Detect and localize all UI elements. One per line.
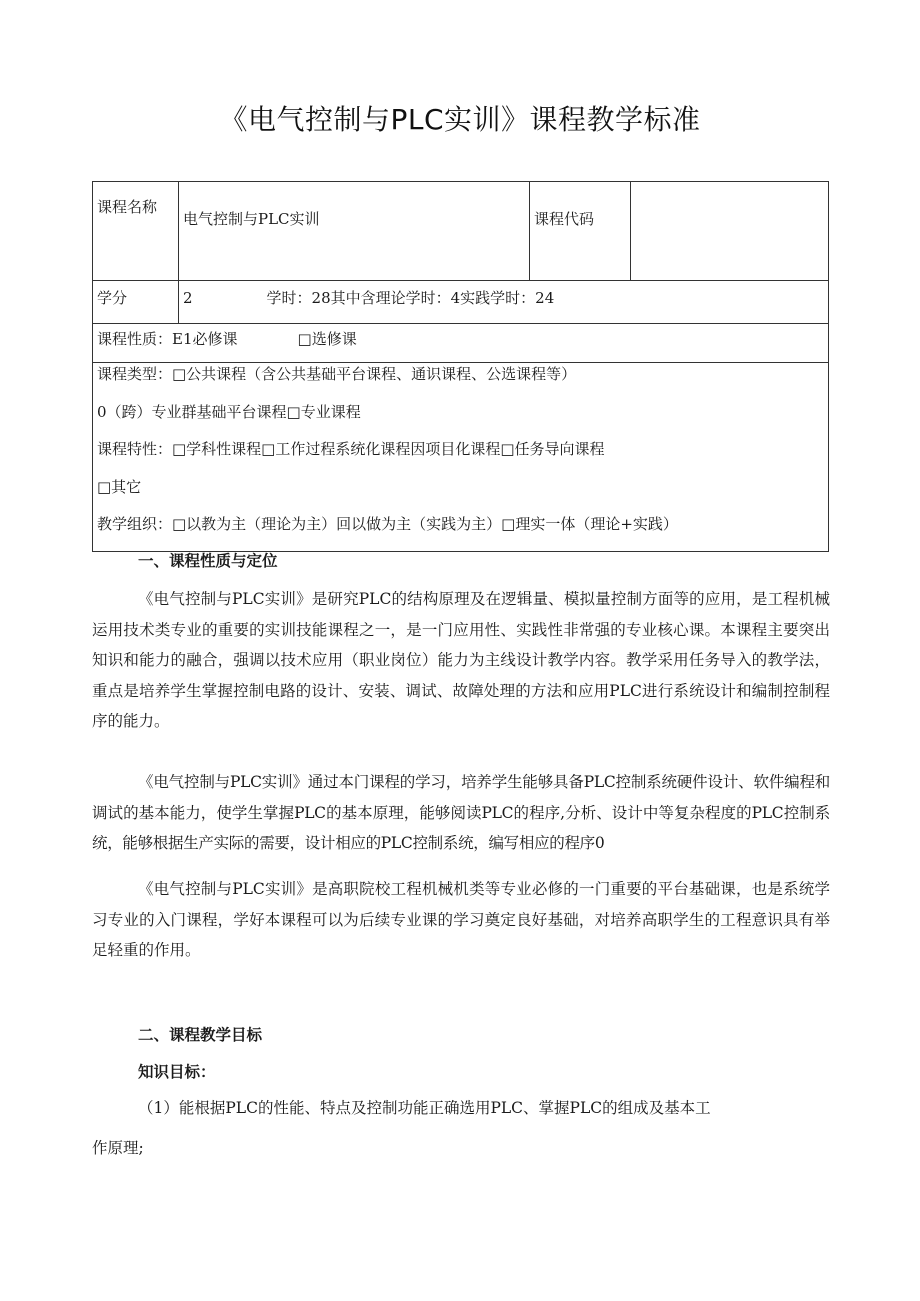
credit-row [93,281,829,324]
course-name-label: 课程名称 [93,182,179,281]
nature-label: 课程性质： [97,330,173,348]
credit-label: 学分 [93,281,179,324]
credit-hours-cell [179,281,829,324]
nature-elective: □选修课 [297,330,357,348]
credit-value: 2 [183,289,193,307]
knowledge-item-1-line-2: 作原理; [92,1139,144,1157]
course-nature-row [93,324,829,363]
document-title: 《电气控制与PLC实训》课程教学标准 [219,103,701,136]
course-type-line-1: 课程类型：□公共课程（含公共基础平台课程、通识课程、公选课程等） [97,365,577,383]
course-code-label: 课程代码 [530,182,631,281]
section1-paragraph-2: 《电气控制与PLC实训》通过本门课程的学习，培养学生能够具备PLC控制系统硬件设计、软件编程和调试的基本能力，使学生掌握PLC的基本原理，能够阅读PLC的程序,分析、设计中等复杂程度的PLC控制系统，能够根据生产实际的需要，设计相应的PLC控制系统，编写相应的程序0 [92,773,830,852]
course-name-row [93,182,829,281]
section1-paragraph-3: 《电气控制与PLC实训》是高职院校工程机械机类等专业必修的一门重要的平台基础课，也是系统学习专业的入门课程，学好本课程可以为后续专业课的学习奠定良好基础，对培养高职学生的工程意识具有举足轻重的作用。 [92,880,830,959]
course-info-table [92,181,829,552]
course-code-value [631,182,829,281]
course-type-row [93,363,829,552]
course-feature-line-2: □其它 [97,477,142,496]
knowledge-goals-heading: 知识目标： [138,1063,216,1081]
hours-text: 学时：28其中含理论学时：4实践学时：24 [266,289,555,307]
teaching-organization-line: 教学组织：□以教为主（理论为主）回以做为主（实践为主）□理实一体（理论+实践） [97,515,678,533]
knowledge-item-1-line-1: （1）能根据PLC的性能、特点及控制功能正确选用PLC、掌握PLC的组成及基本工 [138,1099,711,1117]
course-type-line-2: 0（跨）专业群基础平台课程□专业课程 [97,402,361,421]
course-nature-cell [93,324,829,363]
course-feature-line-1: 课程特性：□学科性课程□工作过程系统化课程因项目化课程□任务导向课程 [97,440,605,458]
course-name-value: 电气控制与PLC实训 [179,182,530,281]
nature-required: E1必修课 [172,330,238,348]
section1-paragraph-1: 《电气控制与PLC实训》是研究PLC的结构原理及在逻辑量、模拟量控制方面等的应用，是工程机械运用技术类专业的重要的实训技能课程之一，是一门应用性、实践性非常强的专业核心课。本课程主要突出知识和能力的融合，强调以技术应用（职业岗位）能力为主线设计教学内容。教学采用任务导入的教学法，重点是培养学生掌握控制电路的设计、安装、调试、故障处理的方法和应用PLC进行系统设计和编制控制程序的能力。 [92,590,830,730]
section1-heading: 一、课程性质与定位 [138,552,278,570]
section2-heading: 二、课程教学目标 [138,1026,263,1044]
course-type-cell [93,363,829,552]
